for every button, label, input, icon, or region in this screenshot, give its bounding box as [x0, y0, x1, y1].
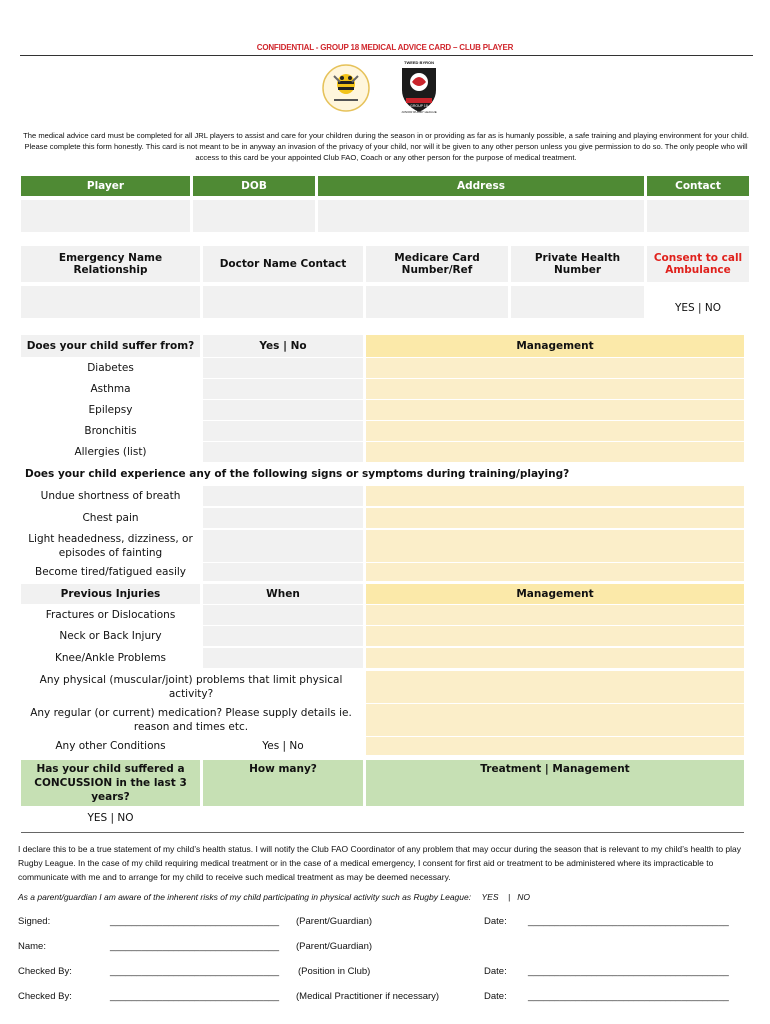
symptom-label: Undue shortness of breath [40, 490, 181, 502]
player-header: Player [21, 176, 190, 196]
address-input[interactable] [318, 200, 644, 232]
symptom-management[interactable] [366, 530, 744, 562]
condition-answer[interactable] [203, 442, 363, 462]
emergency-header: Emergency Name Relationship [21, 246, 200, 282]
declaration-text: I declare this to be a true statement of my child’s health status. I will notify the Club FAO Coordinator of any problem that may occur during the season that is relevant to my child’s health to play Rugby League. In the case of my child requiring medical treatment or in the case of a medical emergency, I consent for first aid or treatment to be administered where its impracticable to communicate with me and to arrange for my child to receive such medical treatment as may be deemed necessary. [18, 844, 742, 882]
symptom-answer[interactable] [203, 508, 363, 528]
condition-label: Diabetes [87, 362, 134, 374]
awareness-text: As a parent/guardian I am aware of the inherent risks of my child participating in physical activity such as Rugby League: [18, 892, 472, 902]
checked-by-medical-role: (Medical Practitioner if necessary) [296, 991, 440, 1002]
signed-label: Signed: [18, 916, 51, 927]
concussion-treatment[interactable]: Treatment | Management [366, 760, 744, 806]
injury-label: Fractures or Dislocations [45, 609, 176, 621]
signed-role: (Parent/Guardian) [296, 916, 373, 927]
conditions-management-header: Management [366, 335, 744, 357]
checked-by-medical-label: Checked By: [18, 991, 72, 1002]
condition-management[interactable] [366, 358, 744, 378]
injury-management[interactable] [366, 704, 744, 736]
condition-answer[interactable] [203, 379, 363, 399]
checked-by-medical-date-label: Date: [484, 991, 507, 1002]
concussion-question: Has your child suffered a CONCUSSION in the last 3 years? [21, 760, 200, 806]
symptom-answer[interactable] [203, 530, 363, 562]
injuries-management-header: Management [366, 584, 744, 604]
other-conditions-label: Any other Conditions [55, 740, 166, 752]
injury-label: Any regular (or current) medication? Please supply details ie. reason and times etc. [30, 707, 352, 733]
injury-management[interactable] [366, 648, 744, 668]
injury-when[interactable] [203, 648, 363, 668]
symptom-answer[interactable] [203, 486, 363, 506]
logo-top-text: TWEED BYRON [404, 60, 434, 65]
symptom-label: Chest pain [82, 512, 139, 524]
condition-label: Epilepsy [88, 404, 133, 416]
condition-answer[interactable] [203, 421, 363, 441]
symptom-management[interactable] [366, 508, 744, 528]
name-role: (Parent/Guardian) [296, 941, 373, 952]
name-line[interactable]: ________________________________ [110, 941, 280, 952]
symptoms-question: Does your child experience any of the following signs or symptoms during training/playing? [25, 468, 570, 480]
condition-management[interactable] [366, 400, 744, 420]
doctor-input[interactable] [203, 286, 363, 318]
signed-line[interactable]: ________________________________ [110, 916, 280, 927]
condition-management[interactable] [366, 442, 744, 462]
medicare-input[interactable] [366, 286, 508, 318]
conditions-yes-no-header: Yes | No [203, 335, 363, 357]
private-health-input[interactable] [511, 286, 644, 318]
condition-label: Asthma [90, 383, 131, 395]
conditions-question: Does your child suffer from? [21, 335, 200, 357]
consent-yes-no[interactable]: YES | NO [674, 302, 722, 314]
symptom-label: Become tired/fatigued easily [34, 566, 187, 578]
symptom-label: Light headedness, dizziness, or episodes of fainting [28, 533, 193, 559]
injuries-when-header: When [203, 584, 363, 604]
symptom-management[interactable] [366, 563, 744, 581]
condition-answer[interactable] [203, 358, 363, 378]
contact-input[interactable] [647, 200, 749, 232]
injury-label: Neck or Back Injury [59, 630, 162, 642]
symptom-answer[interactable] [203, 563, 363, 581]
header-divider [20, 55, 753, 56]
medicare-header: Medicare Card Number/Ref [366, 246, 508, 282]
address-header: Address [318, 176, 644, 196]
awareness-yes-no[interactable]: YES | NO [481, 892, 530, 902]
concussion-divider [21, 832, 744, 833]
condition-answer[interactable] [203, 400, 363, 420]
injury-management[interactable] [366, 605, 744, 625]
name-label: Name: [18, 941, 46, 952]
contact-header: Contact [647, 176, 749, 196]
doctor-header: Doctor Name Contact [203, 246, 363, 282]
checked-by-label: Checked By: [18, 966, 72, 977]
tweed-byron-logo [398, 60, 440, 116]
injury-label: Knee/Ankle Problems [54, 652, 167, 664]
checked-by-medical-line[interactable]: ________________________________ [110, 991, 280, 1002]
consent-header: Consent to call Ambulance [647, 246, 749, 282]
concussion-yes-no[interactable]: YES | NO [87, 812, 134, 824]
injury-management[interactable] [366, 671, 744, 703]
logo-league-text: JUNIOR RUGBY LEAGUE [401, 110, 437, 114]
awareness-statement [18, 892, 530, 902]
condition-management[interactable] [366, 379, 744, 399]
checked-by-role: (Position in Club) [298, 966, 371, 977]
checked-by-line[interactable]: ________________________________ [110, 966, 280, 977]
dob-input[interactable] [193, 200, 315, 232]
emergency-input[interactable] [21, 286, 200, 318]
condition-label: Bronchitis [84, 425, 137, 437]
logo-group-text: GROUP 18 [410, 104, 428, 108]
intro-text: The medical advice card must be completed for all JRL players to assist and care for your children during the season in or providing as far as is humanly possible, a safe training and playing environment for your child. Please complete this form honestly. This card is not meant to be in anyway an invasion of the privacy of your child, nor will it be given to any other person unless you give permission to do so. The only people who will access to this card be your appointed Club FAO, Coach or any other person for the purpose of medical treatment. [23, 131, 749, 162]
signed-date-line[interactable]: ______________________________________ [528, 916, 729, 927]
condition-label: Allergies (list) [74, 446, 147, 458]
private-health-header: Private Health Number [511, 246, 644, 282]
condition-management[interactable] [366, 421, 744, 441]
injury-when[interactable] [203, 626, 363, 646]
checked-by-date-label: Date: [484, 966, 507, 977]
player-input[interactable] [21, 200, 190, 232]
other-conditions-yes-no[interactable]: Yes | No [262, 740, 304, 752]
checked-by-date-line[interactable]: ______________________________________ [528, 966, 729, 977]
dob-header: DOB [193, 176, 315, 196]
injuries-header: Previous Injuries [21, 584, 200, 604]
checked-by-medical-date-line[interactable]: ______________________________________ [528, 991, 729, 1002]
page-title: CONFIDENTIAL - GROUP 18 MEDICAL ADVICE CARD – CLUB PLAYER [256, 43, 514, 52]
other-conditions-management[interactable] [366, 737, 744, 755]
signed-date-label: Date: [484, 916, 507, 927]
concussion-how-many[interactable]: How many? [203, 760, 363, 806]
injury-when[interactable] [203, 605, 363, 625]
hornets-logo [322, 64, 370, 112]
injury-label: Any physical (muscular/joint) problems that limit physical activity? [39, 674, 343, 700]
injury-management[interactable] [366, 626, 744, 646]
symptom-management[interactable] [366, 486, 744, 506]
